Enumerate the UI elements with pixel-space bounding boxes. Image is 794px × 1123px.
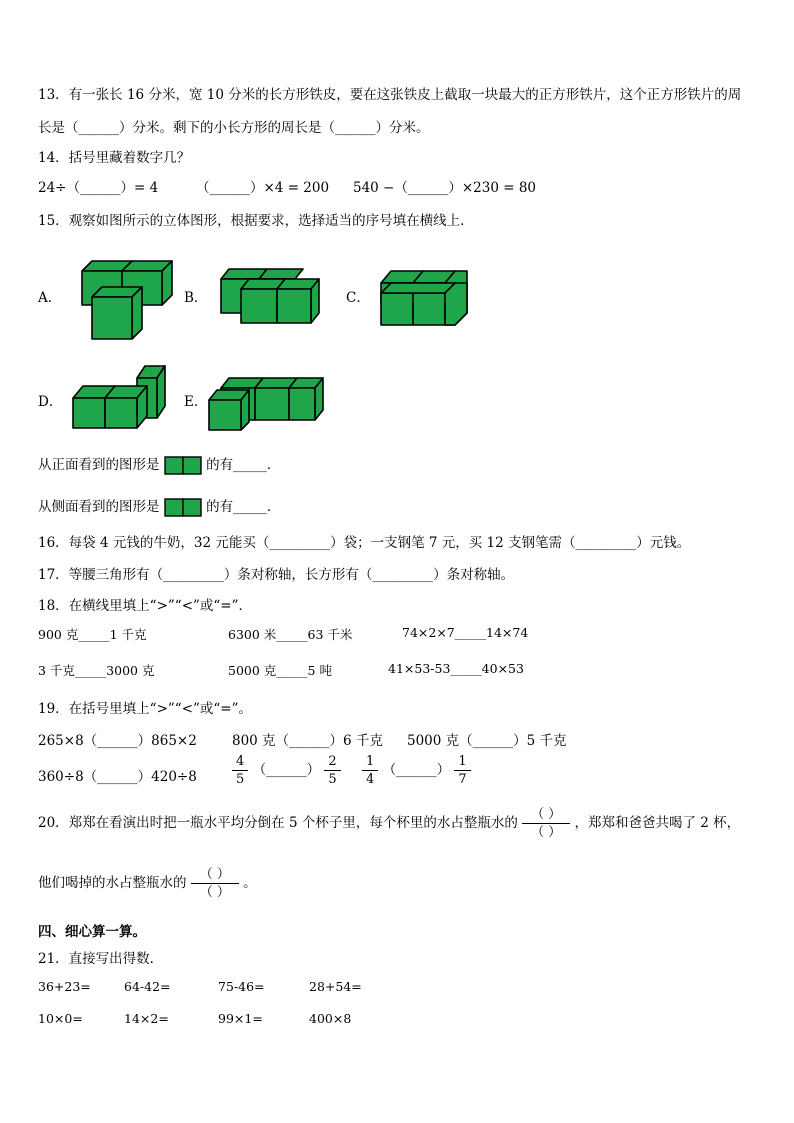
q16-text: 16．每袋 4 元钱的牛奶，32 元能买（_________）袋；一支钢笔 7 元，买 12 支钢笔需（_________）元钱。: [38, 535, 691, 551]
q20-line1: [38, 806, 740, 841]
q14-c: 540 −（______）×230 = 80: [353, 180, 537, 196]
q20-line2: [38, 866, 257, 901]
q20-post: ，郑郑和爸爸共喝了 2 杯，: [574, 815, 741, 831]
compare-blank: （______）: [252, 762, 321, 778]
q15-front-pre: 从正面看到的图形是: [38, 457, 160, 473]
figure-d-cubes: [71, 364, 171, 430]
two-square-shape-icon: [164, 498, 202, 517]
q14-a: 24÷（______）= 4: [38, 180, 159, 196]
q20-line2-text: 他们喝掉的水占整瓶水的: [38, 875, 187, 891]
q18-r2-b: 5000 克_____5 吨: [228, 663, 332, 678]
q15-front-line: [38, 453, 280, 475]
q21-r2-c: 99×1=: [218, 1011, 263, 1026]
q14-b: （______）×4 = 200: [196, 180, 330, 196]
fraction: $\frac{1}{4}$: [362, 754, 378, 787]
figure-label-d: D．: [38, 394, 63, 410]
q19-title: 19．在括号里填上“>”“<”或“=”。: [38, 701, 253, 717]
figure-a-cubes: [78, 259, 172, 341]
q19-fraction-compare-1: [232, 754, 341, 787]
q19-r1-c: 5000 克（______）5 千克: [407, 733, 567, 749]
q15-side-pre: 从侧面看到的图形是: [38, 499, 160, 515]
q18-r1-c: 74×2×7_____14×74: [402, 625, 529, 640]
figure-label-a: A．: [38, 290, 62, 306]
q17-text: 17．等腰三角形有（_________）条对称轴，长方形有（_________）条对称轴。: [38, 567, 515, 583]
figure-label-c: C．: [346, 290, 370, 306]
q20-pre: 20．郑郑在看演出时把一瓶水平均分倒在 5 个杯子里，每个杯里的水占整瓶水的: [38, 815, 518, 831]
q13-line1: 13．有一张长 16 分米，宽 10 分米的长方形铁皮，要在这张铁皮上截取一块最大的正方形铁片，这个正方形铁片的周: [38, 87, 742, 103]
blank-fraction: $\frac{( )}{( )}$: [522, 806, 570, 841]
q21-r2-b: 14×2=: [124, 1011, 169, 1026]
q15-front-post: 的有_____．: [206, 457, 281, 473]
q19-r1-b: 800 克（______）6 千克: [232, 733, 383, 749]
q21-r2-a: 10×0=: [38, 1011, 83, 1026]
q14-title: 14．括号里藏着数字几？: [38, 150, 191, 166]
figure-label-b: B．: [184, 290, 208, 306]
figure-label-e: E．: [184, 394, 208, 410]
fraction: $\frac{2}{5}$: [324, 754, 340, 787]
q18-r2-c: 41×53-53_____40×53: [388, 661, 524, 676]
fraction: $\frac{4}{5}$: [232, 754, 248, 787]
q18-r2-a: 3 千克_____3000 克: [38, 663, 155, 678]
q19-r2-a: 360÷8（______）420÷8: [38, 769, 197, 785]
figure-e-cubes: [207, 376, 325, 432]
q21-r1-a: 36+23=: [38, 979, 91, 994]
figure-b-cubes: [219, 267, 321, 325]
q15-side-post: 的有_____．: [206, 499, 281, 515]
compare-blank: （______）: [382, 762, 451, 778]
section-4-title: 四、细心算一算。: [38, 924, 146, 940]
fraction: $\frac{1}{7}$: [454, 754, 470, 787]
two-square-shape-icon: [164, 456, 202, 475]
q21-r1-c: 75-46=: [218, 979, 265, 994]
q15-side-line: [38, 495, 280, 517]
q21-r1-b: 64-42=: [124, 979, 171, 994]
q18-r1-b: 6300 米_____63 千米: [228, 627, 353, 642]
figure-c-cubes: [379, 269, 471, 327]
q21-r1-d: 28+54=: [309, 979, 362, 994]
q21-title: 21．直接写出得数．: [38, 951, 164, 967]
q20-end: 。: [243, 875, 257, 891]
blank-fraction: $\frac{( )}{( )}$: [191, 866, 239, 901]
q18-title: 18．在横线里填上“>”“<”或“=”．: [38, 598, 253, 614]
q13-line2: 长是（______）分米。剩下的小长方形的周长是（______）分米。: [38, 120, 430, 136]
q21-r2-d: 400×8: [309, 1011, 352, 1026]
q18-r1-a: 900 克_____1 千克: [38, 627, 147, 642]
q19-r1-a: 265×8（______）865×2: [38, 733, 197, 749]
q19-fraction-compare-2: [362, 754, 471, 787]
q15-title: 15．观察如图所示的立体图形，根据要求，选择适当的序号填在横线上．: [38, 213, 474, 229]
